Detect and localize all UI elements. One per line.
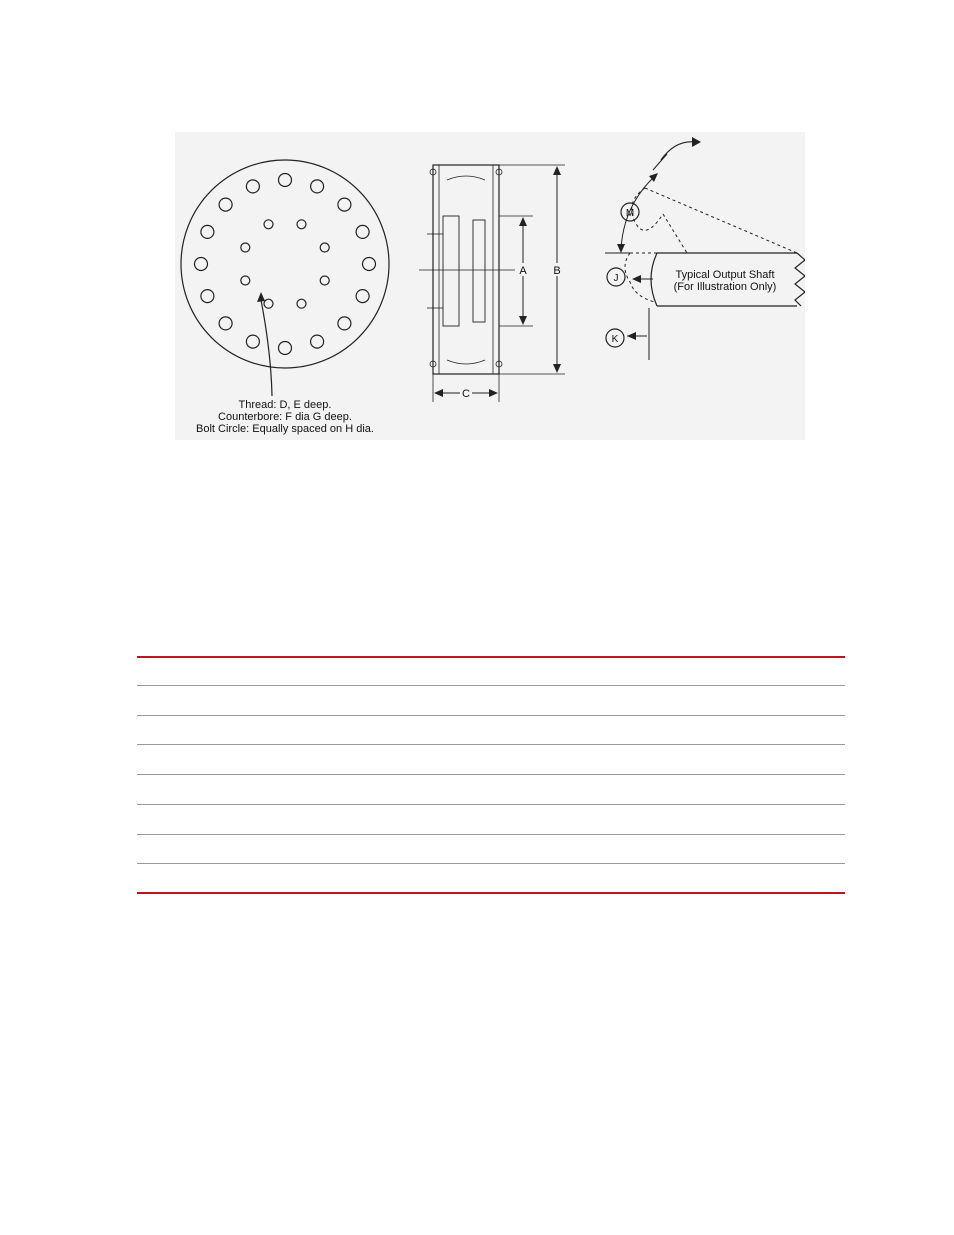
bolt-hole [219, 198, 232, 211]
bolt-hole [311, 335, 324, 348]
shaft-view [605, 137, 805, 360]
bolt-circle-note: Bolt Circle: Equally spaced on H dia. [196, 423, 374, 435]
table-row [137, 805, 845, 835]
table-row [137, 745, 845, 775]
dimension-b-label: B [553, 265, 561, 277]
thread-hole [241, 243, 250, 252]
dimension-a-label: A [519, 265, 527, 277]
table-row [137, 775, 845, 805]
drawing-canvas [175, 132, 805, 440]
bolt-hole [195, 258, 208, 271]
thread-hole [264, 299, 273, 308]
table-row [137, 686, 845, 716]
shaft-caption-line2: (For Illustration Only) [673, 281, 777, 293]
thread-hole [320, 243, 329, 252]
table-row [137, 656, 845, 686]
bolt-hole [246, 180, 259, 193]
bolt-hole [219, 317, 232, 330]
thread-note: Thread: D, E deep. [238, 399, 332, 411]
bolt-hole [338, 317, 351, 330]
counterbore-note: Counterbore: F dia G deep. [218, 411, 352, 423]
thread-hole [241, 276, 250, 285]
thread-leader-arrowhead [257, 292, 265, 302]
thread-leader-line [261, 300, 272, 396]
bolt-hole [363, 258, 376, 271]
label-m-text: M [625, 208, 635, 219]
dimension-c-label: C [462, 388, 470, 400]
bolt-hole [356, 225, 369, 238]
side-view [419, 165, 565, 402]
specification-table [137, 656, 845, 894]
table-row [137, 835, 845, 865]
rotation-arrow [661, 142, 695, 160]
bolt-hole [311, 180, 324, 193]
bolt-hole [201, 225, 214, 238]
bolt-hole [279, 342, 292, 355]
thread-hole [264, 220, 273, 229]
inner-thread-holes [241, 220, 329, 308]
bolt-hole [279, 174, 292, 187]
thread-hole [320, 276, 329, 285]
thread-hole [297, 220, 306, 229]
face-view [181, 160, 389, 396]
flange-outline [181, 160, 389, 368]
shaft-caption-line1: Typical Output Shaft [675, 269, 775, 281]
outer-bolt-holes [195, 174, 376, 355]
label-k-text: K [611, 334, 619, 345]
bolt-hole [201, 290, 214, 303]
thread-hole [297, 299, 306, 308]
bolt-hole [356, 290, 369, 303]
label-j-text: J [613, 273, 619, 284]
bolt-hole [338, 198, 351, 211]
dimension-drawing [175, 132, 805, 440]
table-row [137, 864, 845, 894]
bolt-hole [246, 335, 259, 348]
table-row [137, 716, 845, 746]
